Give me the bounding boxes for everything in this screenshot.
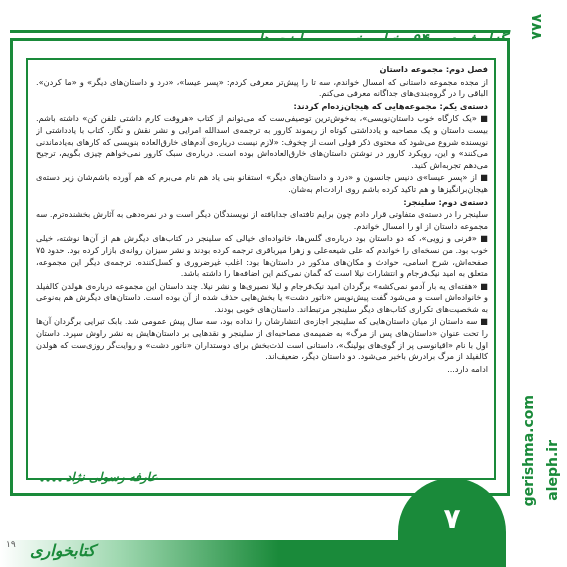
side-url-gerishma: gerishma.com: [521, 395, 537, 507]
continued-note: ادامه دارد...: [447, 363, 488, 374]
side-url-aleph: aleph.ir: [545, 440, 561, 501]
section-heading: دسته‌ی یکم: مجموعه‌هایی که هیجان‌زده‌ام کردند:: [293, 100, 488, 111]
page-number-top: ۷۷۸: [529, 14, 545, 40]
article-body: [36, 64, 488, 476]
paragraph: ■ «فرنی و زویی»، که دو داستان بود درباره‌ی گلس‌ها، خانواده‌ای خیالی که سلینجر در کتاب‌های دیگرش هم از آن‌ها نوشته، خیلی خوب بود. من نسخه‌ای را خواندم که علی شیعه‌علی و زهرا میرباقری ترجمه کرده بودند و نشر سیزان روانه‌ی بازار کرده بود. حدود ۷۵ صفحه‌اش، شرح اسامی، حوادث و مکان‌های مذکور در داستان‌ها بود: اغلب غیرضروری و کسل‌کننده. ترجمه‌ی دیگر این مجموعه، متعلق به امید نیک‌فرجام و انتشارات نیلا است که گمان نمی‌کنم این اضافه‌ها را داشته باشد.: [36, 233, 488, 279]
section-heading: دسته‌ی دوم: سلینجر:: [403, 196, 488, 207]
section-label: کتابخواری: [30, 541, 96, 560]
paragraph: ■ سه داستان از میان داستان‌هایی که سلینجر اجازه‌ی انتشارشان را نداده بود، سه سال پیش عمومی شد. بابک تبرایی برگردان آن‌ها را تحت عنوان «داستان‌های پس از مرگ» به ضمیمه‌ی مصاحبه‌ای از سلینجر و نقدهایی بر داستان‌هایش به نشر راوش سپرد. داستان اول با نام «اقیانوسی پر از گوی‌های بولینگ»، داستانی است لذت‌بخش برای دوستداران «ناتور دشت» و روایت‌گر روزی‌ست که هولدن کالفیلد از مرگ برادرش باخبر می‌شود. دو داستان دیگر، ضعیف‌اند.: [36, 316, 488, 362]
author-name: عارفه رسولی نژاد: [66, 470, 158, 484]
paragraph: سلینجر را در دسته‌ی متفاوتی قرار دادم چون برایم تافته‌ای جدابافته از نویسندگان دیگر است و در نمره‌دهی به آثارش بخشنده‌ترم. سه مجموعه داستان از او را امسال خواندم.: [36, 209, 488, 231]
section-heading: فصل دوم: مجموعه داستان: [379, 64, 488, 74]
author-dots-icon: [40, 478, 62, 482]
paragraph: ■ «یک کارگاه خوب داستان‌نویسی»، به‌خوش‌ترین توصیفی‌ست که می‌توانم از کتاب «هروقت کارم داشتی تلفن کن» داشته باشم. بیست داستان و یک مصاحبه و یادداشتی کوتاه از ریموند کارور به ترجمه‌ی اسدالله امرایی و نشر نقش و نگار. کتاب با یادداشتی از نویسنده شروع می‌شود که محتوی ذکر قولی است از چخوف: «لازم نیست درباره‌ی آدم‌های خارق‌العاده بنویسی که کارهای به‌یادماندنی می‌کنند» و این، رویکرد کارور در نوشتن داستان‌های خارق‌العاده‌اش بوده است. درباره‌ی سبک کارور نمی‌خواهم چیزی بگویم، ترجیح می‌دهم تجربه‌اش کنید.: [36, 113, 488, 170]
badge-base: [398, 548, 506, 567]
page-number-bottom: ۱۹: [6, 540, 16, 550]
paragraph: ■ از «پسر عیسا»ی دنیس جانسون و «درد و داستان‌های دیگر» استفانو بنی یاد هم نام می‌برم که هم آورده باشم‌شان زیر دسته‌ی هیجان‌برانگیزها و هم تاکید کرده باشم روی ارادت‌ام به‌شان.: [36, 172, 488, 194]
paragraph: ■ «هفته‌ای یه بار آدمو نمی‌کشه» برگردان امید نیک‌فرجام و لیلا نصیری‌ها و نشر نیلا. چند داستان این مجموعه درباره‌ی هولدن کالفیلد و خانواده‌اش است و می‌شود گفت پیش‌نویس «ناتور دشت» یا بخش‌هایی حذف شده از آن بوده است. داستان‌های دیگرش هم به‌نوعی به شخصیت‌های تکراری کتاب‌های دیگر سلینجر مرتبط‌اند. داستان‌های خوبی بودند.: [36, 280, 488, 314]
badge-number: ۷: [443, 502, 461, 535]
paragraph: از مجده مجموعه داستانی که امسال خواندم، سه تا را پیش‌تر معرفی کردم: «پسر عیسا»، «درد و داستان‌های دیگر» و «ما کردن». الباقی را در گروه‌بندی‌های جداگانه معرفی می‌کنم.: [36, 76, 488, 99]
